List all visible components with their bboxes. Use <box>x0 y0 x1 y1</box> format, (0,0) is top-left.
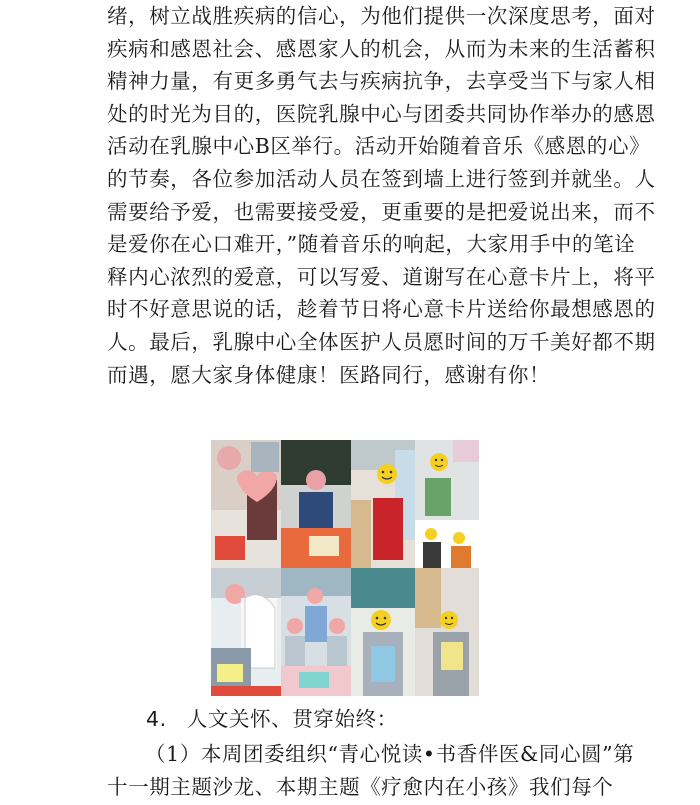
body-line: 释内心浓烈的爱意，可以写爱、道谢写在心意卡片上，将平 <box>107 264 656 289</box>
body-line: 人。最后，乳腺中心全体医护人员愿时间的万千美好都不期 <box>107 329 656 354</box>
body-line: 时不好意思说的话，趁着节日将心意卡片送给你最想感恩的 <box>107 297 656 322</box>
body-line: 精神力量，有更多勇气去与疾病抗争，去享受当下与家人相 <box>107 69 656 94</box>
photo-writing-card-table <box>281 440 351 568</box>
photo-yellow-card-holder <box>415 568 479 696</box>
body-line: 绪，树立战胜疾病的信心，为他们提供一次深度思考，面对 <box>107 4 656 28</box>
photo-collage <box>211 440 479 696</box>
body-line: 需要给予爱，也需要接受爱，更重要的是把爱说出来，而不 <box>107 199 656 224</box>
body-line: 而遇，愿大家身体健康！医路同行，感谢有你！ <box>107 362 551 387</box>
body-line: 疾病和感恩社会、感恩家人的机会，从而为未来的生活蓄积 <box>107 36 656 61</box>
photo-red-card-holder <box>351 440 415 568</box>
body-paragraph-2 <box>107 738 635 803</box>
photo-blue-card-holder <box>351 568 415 696</box>
photo-group-writing <box>281 568 351 696</box>
body-line: （1）本周团委组织“青心悦读•书香伴医&同心圆”第 <box>145 742 635 766</box>
body-line: 十一期主题沙龙、本期主题《疗愈内在小孩》我们每个 <box>107 774 614 799</box>
photo-nurse-with-patient <box>211 568 281 696</box>
photo-patient-with-heart-card <box>211 440 281 568</box>
section-heading <box>146 705 398 733</box>
body-paragraph <box>107 0 656 391</box>
section-title: 人文关怀、贯穿始终： <box>186 707 398 731</box>
photo-green-card-holder <box>415 440 479 568</box>
body-line: 的节奏，各位参加活动人员在签到墙上进行签到并就坐。人 <box>107 166 656 191</box>
body-line: 是爱你在心口难开，”随着音乐的响起，大家用手中的笔诠 <box>107 232 636 257</box>
body-line: 活动在乳腺中心B区举行。活动开始随着音乐《感恩的心》 <box>107 134 651 159</box>
body-line: 处的时光为目的，医院乳腺中心与团委共同协作举办的感恩 <box>107 101 656 126</box>
section-number: 4. <box>146 707 167 731</box>
